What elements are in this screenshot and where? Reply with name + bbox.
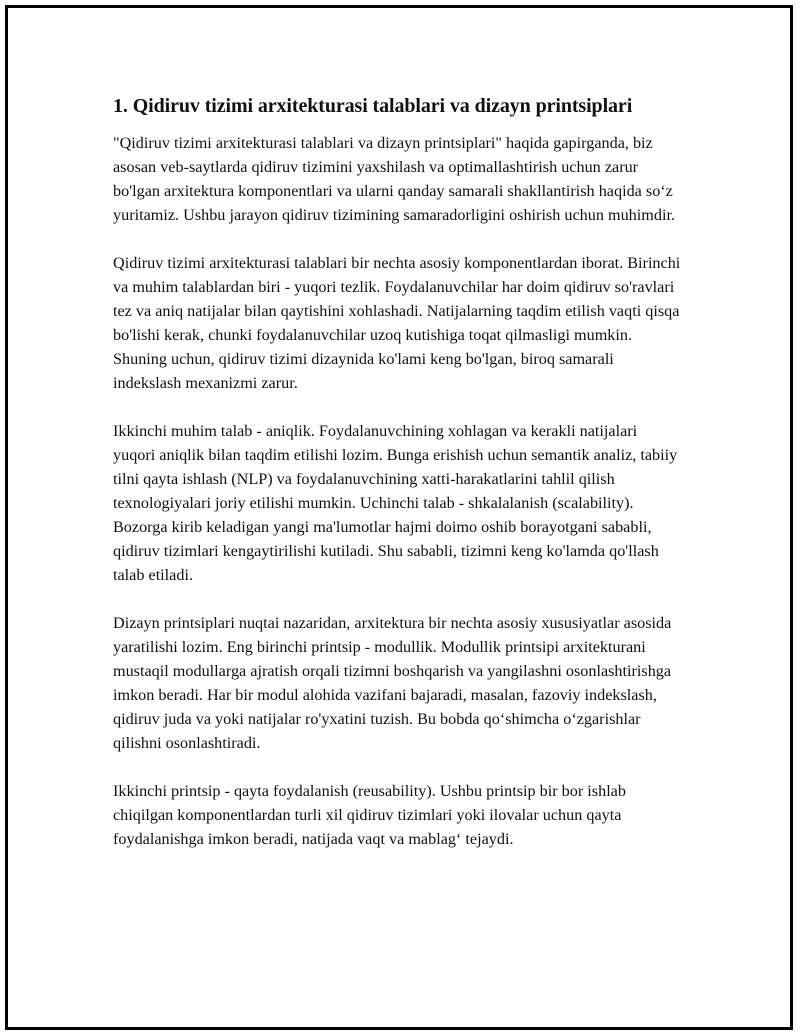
document-body: [113, 92, 683, 851]
paragraph-intro: "Qidiruv tizimi arxitekturasi talablari va dizayn printsiplari" haqida gapirganda, biz asosan veb-saytlarda qidiruv tizimini yaxshilash va optimallashtirish uchun zarur bo'lgan arxitektura komponentlari va ularni qanday samarali shakllantirish haqida so‘z yuritamiz. Ushbu jarayon qidiruv tizimining samaradorligini oshirish uchun muhimdir.: [113, 134, 675, 224]
paragraph-reusability: Ikkinchi printsip - qayta foydalanish (reusability). Ushbu printsip bir bor ishlab chiqilgan komponentlardan turli xil qidiruv tizimlari yoki ilovalar uchun qayta foydalanishga imkon beradi, natijada vaqt va mablag‘ tejaydi.: [113, 782, 626, 848]
paragraph-accuracy-scalability: Ikkinchi muhim talab - aniqlik. Foydalanuvchining xohlagan va kerakli natijalari yuqori aniqlik bilan taqdim etilishi lozim. Bunga erishish uchun semantik analiz, tabiiy tilni qayta ishlash (NLP) va foydalanuvchining xatti-harakatlarini tahlil qilish texnologiyalari joriy etilishi mumkin. Uchinchi talab - shkalalanish (scalability). Bozorga kirib keladigan yangi ma'lumotlar hajmi doimo oshib borayotgani sababli, qidiruv tizimlari kengaytirilishi kutiladi. Shu sababli, tizimni keng ko'lamda qo'llash talab etiladi.: [113, 422, 678, 584]
section-heading: 1. Qidiruv tizimi arxitekturasi talablari va dizayn printsiplari: [113, 95, 633, 117]
paragraph-modularity: Dizayn printsiplari nuqtai nazaridan, arxitektura bir nechta asosiy xususiyatlar asosida yaratilishi lozim. Eng birinchi printsip - modullik. Modullik printsipi arxitekturani mustaqil modullarga ajratish orqali tizimni boshqarish va yangilashni osonlashtirishga imkon beradi. Har bir modul alohida vazifani bajaradi, masalan, fazoviy indekslash, qidiruv juda va yoki natijalar ro'yxatini tuzish. Bu bobda qo‘shimcha o‘zgarishlar qilishni osonlashtiradi.: [113, 614, 672, 752]
paragraph-speed-requirement: Qidiruv tizimi arxitekturasi talablari bir nechta asosiy komponentlardan iborat. Birinchi va muhim talablardan biri - yuqori tezlik. Foydalanuvchilar har doim qidiruv so'ravlari tez va aniq natijalar bilan qaytishini xohlashadi. Natijalarning taqdim etilish vaqti qisqa bo'lishi kerak, chunki foydalanuvchilar uzoq kutishiga toqat qilmasligi mumkin. Shuning uchun, qidiruv tizimi dizaynida ko'lami keng bo'lgan, biroq samarali indekslash mexanizmi zarur.: [113, 254, 681, 392]
